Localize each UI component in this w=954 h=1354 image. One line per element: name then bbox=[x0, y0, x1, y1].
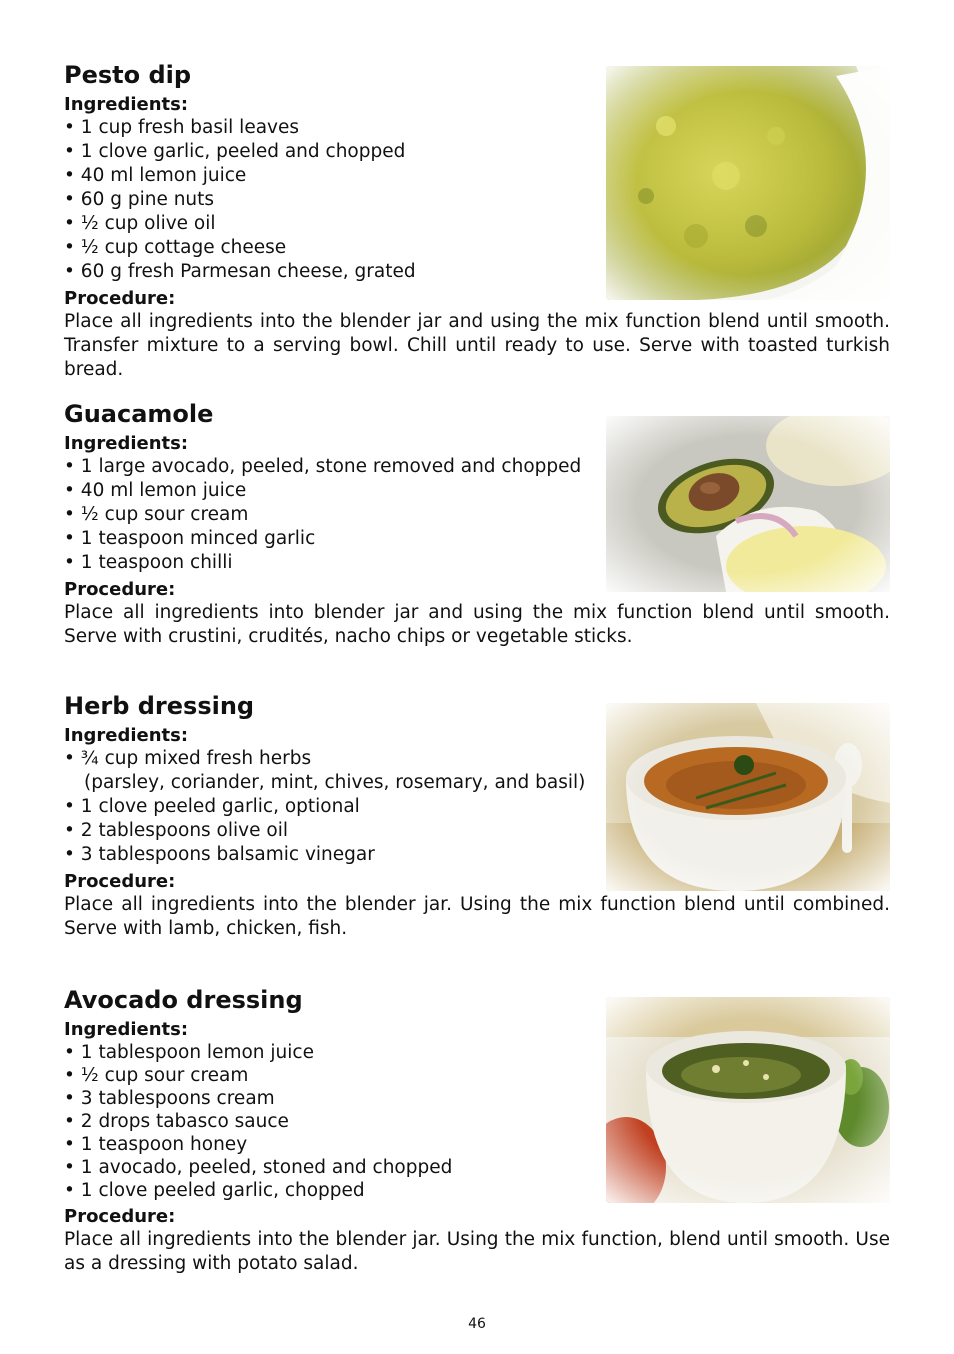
procedure-label: Procedure: bbox=[64, 579, 176, 600]
ingredient-item: • ½ cup sour cream bbox=[64, 1065, 249, 1086]
recipe-title: Herb dressing bbox=[64, 692, 255, 720]
ingredient-item: • 1 clove peeled garlic, chopped bbox=[64, 1180, 365, 1201]
procedure-text: Place all ingredients into the blender jar and using the mix function blend until smooth. Transfer mixture to a serving bowl. Chill until ready to use. Serve with toasted turkish bread. bbox=[64, 311, 890, 380]
ingredient-item: • 3 tablespoons cream bbox=[64, 1088, 275, 1109]
ingredient-item: • 1 teaspoon honey bbox=[64, 1134, 248, 1155]
ingredient-item: • 3 tablespoons balsamic vinegar bbox=[64, 844, 375, 865]
ingredients-label: Ingredients: bbox=[64, 725, 189, 746]
ingredient-item: • 1 tablespoon lemon juice bbox=[64, 1042, 314, 1063]
procedure-label: Procedure: bbox=[64, 871, 176, 892]
ingredients-label: Ingredients: bbox=[64, 1019, 189, 1040]
procedure-text: Place all ingredients into the blender jar. Using the mix function, blend until smooth. Use as a dressing with potato salad. bbox=[64, 1229, 890, 1274]
procedure-label: Procedure: bbox=[64, 288, 176, 309]
procedure-label: Procedure: bbox=[64, 1206, 176, 1227]
ingredient-item: • 1 avocado, peeled, stoned and chopped bbox=[64, 1157, 453, 1178]
ingredient-item: • ½ cup olive oil bbox=[64, 213, 216, 234]
ingredient-item: (parsley, coriander, mint, chives, rosemary, and basil) bbox=[84, 772, 586, 793]
ingredients-label: Ingredients: bbox=[64, 94, 189, 115]
recipe-title: Pesto dip bbox=[64, 61, 192, 89]
avocado-dressing-photo bbox=[606, 997, 890, 1203]
ingredient-item: • 1 clove garlic, peeled and chopped bbox=[64, 141, 406, 162]
herb-dressing-photo bbox=[606, 703, 890, 891]
ingredient-item: • 2 tablespoons olive oil bbox=[64, 820, 288, 841]
ingredient-item: • 60 g fresh Parmesan cheese, grated bbox=[64, 261, 416, 282]
recipe-title: Avocado dressing bbox=[64, 986, 303, 1014]
ingredients-label: Ingredients: bbox=[64, 433, 189, 454]
ingredient-item: • 1 cup fresh basil leaves bbox=[64, 117, 300, 138]
ingredient-item: • 1 clove peeled garlic, optional bbox=[64, 796, 360, 817]
ingredient-item: • 1 large avocado, peeled, stone removed and chopped bbox=[64, 456, 582, 477]
procedure-text: Place all ingredients into the blender jar. Using the mix function blend until combined. Serve with lamb, chicken, fish. bbox=[64, 894, 890, 939]
guacamole-photo bbox=[606, 416, 890, 592]
page-number: 46 bbox=[468, 1316, 486, 1332]
ingredient-item: • 60 g pine nuts bbox=[64, 189, 215, 210]
pesto-dip-photo bbox=[606, 66, 890, 300]
ingredient-item: • 2 drops tabasco sauce bbox=[64, 1111, 289, 1132]
ingredient-item: • 1 teaspoon minced garlic bbox=[64, 528, 316, 549]
ingredient-item: • 40 ml lemon juice bbox=[64, 480, 247, 501]
recipe-title: Guacamole bbox=[64, 400, 214, 428]
procedure-text: Place all ingredients into blender jar and using the mix function blend until smooth. Serve with crustini, crudités, nacho chips or vegetable sticks. bbox=[64, 602, 890, 647]
ingredient-item: • ¾ cup mixed fresh herbs bbox=[64, 748, 312, 769]
ingredient-item: • 1 teaspoon chilli bbox=[64, 552, 233, 573]
ingredient-item: • ½ cup sour cream bbox=[64, 504, 249, 525]
ingredient-item: • 40 ml lemon juice bbox=[64, 165, 247, 186]
ingredient-item: • ½ cup cottage cheese bbox=[64, 237, 287, 258]
